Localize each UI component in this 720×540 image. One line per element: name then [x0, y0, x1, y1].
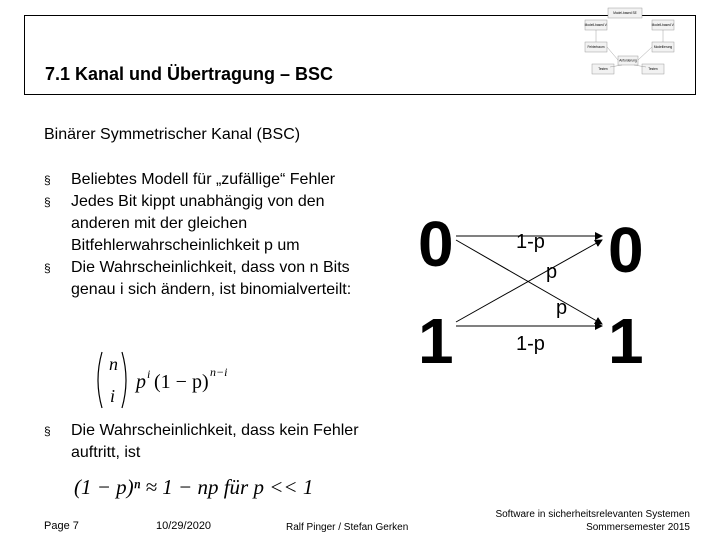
footer-course [495, 508, 690, 534]
label-cross-down: p [556, 297, 568, 319]
binomial-formula [94, 348, 244, 412]
bullet-marker: § [44, 261, 51, 275]
bsc-channel-diagram [412, 200, 652, 375]
approx-formula-text: (1 − p)ⁿ ≈ 1 − np für p << 1 [74, 475, 314, 499]
bullet-item [44, 191, 374, 257]
binom-sup-rest: n−i [210, 365, 228, 379]
binom-body: (1 − p) [154, 371, 209, 393]
page-title: 7.1 Kanal und Übertragung – BSC [45, 64, 334, 84]
input-one: 1 [418, 305, 454, 375]
diagram-box-1: Model-based SE [613, 11, 637, 15]
bullet-list [44, 169, 374, 301]
diagram-box-4: Fehlerbaum [587, 45, 605, 49]
bullet-text: Die Wahrscheinlichkeit, dass kein Fehler auftritt, ist [71, 422, 359, 461]
bullet-marker: § [44, 424, 51, 438]
footer-page-number: Page 7 [44, 520, 79, 532]
diagram-box-3: Modell-based V. [651, 23, 675, 27]
input-zero: 0 [418, 208, 454, 280]
diagram-box-5: Modellierung [653, 45, 673, 49]
bullet-item [44, 257, 374, 301]
binom-n: n [109, 354, 118, 374]
diagram-box-6: Anforderung [619, 58, 637, 63]
diagram-box-7: Testen [598, 67, 608, 71]
bullet-marker: § [44, 195, 51, 209]
approximation-formula [72, 470, 372, 502]
bullet-marker: § [44, 173, 51, 187]
binom-sup-i: i [147, 367, 151, 381]
section-subtitle: Binärer Symmetrischer Kanal (BSC) [44, 126, 301, 143]
bullet-item [44, 169, 374, 191]
bullet-text: Jedes Bit kippt unabhängig von den anderen mit der gleichen Bitfehlerwahrscheinlichkeit p um [71, 193, 325, 254]
diagram-box-2: Modell-based V. [584, 23, 608, 27]
bullet-text: Die Wahrscheinlichkeit, dass von n Bits genau i sich ändern, ist binomialverteilt: [71, 259, 352, 298]
footer-course-line2: Sommersemester 2015 [586, 522, 690, 533]
diagram-box-8: Testen [648, 67, 658, 71]
footer-course-line1: Software in sicherheitsrelevanten Systemen [495, 509, 690, 520]
footer-author: Ralf Pinger / Stefan Gerken [286, 522, 409, 533]
bullet-item [44, 420, 374, 464]
footer-date: 10/29/2020 [156, 520, 212, 532]
binom-p: p [136, 371, 146, 393]
bullet-text: Beliebtes Modell für „zufällige“ Fehler [71, 171, 336, 188]
label-bottom: 1-p [516, 333, 545, 355]
binom-i: i [110, 386, 116, 406]
output-zero: 0 [608, 214, 644, 286]
process-diagram-thumbnail [560, 4, 690, 90]
label-cross-up: p [546, 261, 558, 283]
label-top: 1-p [516, 231, 545, 253]
output-one: 1 [608, 305, 644, 375]
